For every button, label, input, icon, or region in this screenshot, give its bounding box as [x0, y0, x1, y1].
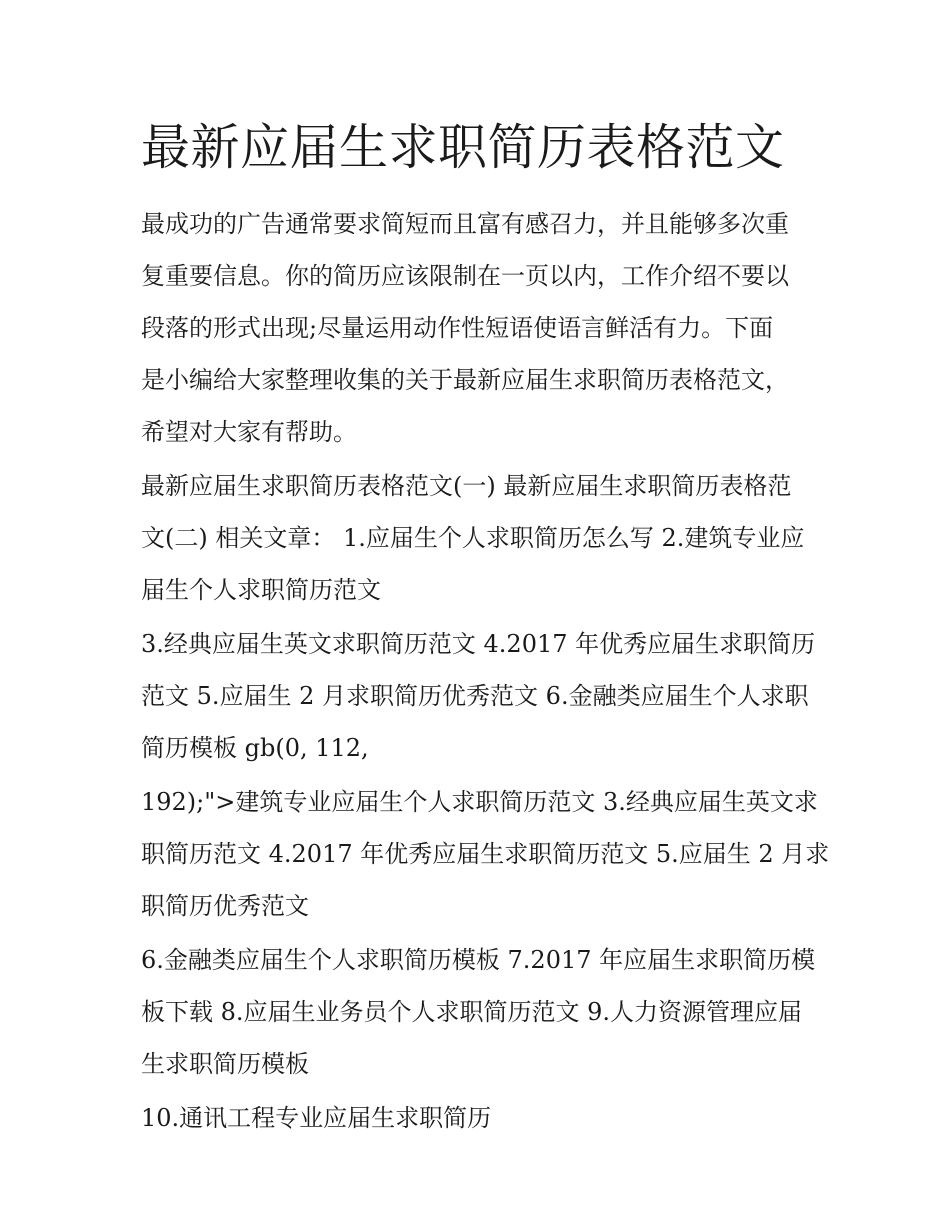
paragraph-line: 希望对大家有帮助。: [141, 418, 357, 446]
document-content: [141, 112, 830, 1146]
document-title: 最新应届生求职简历表格范文: [141, 119, 785, 176]
paragraph-line: 6.金融类应届生个人求职简历模板 7.2017 年应届生求职简历模: [141, 946, 816, 974]
article-list-paragraph: [141, 618, 817, 774]
article-list-paragraph: [141, 776, 830, 932]
paragraph-line: 192);">建筑专业应届生个人求职简历范文 3.经典应届生英文求: [141, 788, 818, 816]
paragraph-line: 是小编给大家整理收集的关于最新应届生求职简历表格范文，: [141, 366, 789, 394]
related-articles-paragraph: [141, 460, 817, 616]
paragraph-line: 段落的形式出现;尽量运用动作性短语使语言鲜活有力。下面: [141, 314, 774, 342]
article-list-paragraph: [141, 1092, 817, 1144]
paragraph-line: 最新应届生求职简历表格范文(一) 最新应届生求职简历表格范: [141, 472, 792, 500]
paragraph-line: 文(二) 相关文章： 1.应届生个人求职简历怎么写 2.建筑专业应: [141, 524, 805, 552]
article-list-paragraph: [141, 934, 817, 1090]
paragraph-line: 复重要信息。你的简历应该限制在一页以内，工作介绍不要以: [141, 262, 789, 290]
paragraph-line: 生求职简历模板: [141, 1050, 309, 1078]
paragraph-line: 10.通讯工程专业应届生求职简历: [141, 1104, 492, 1132]
paragraph-line: 届生个人求职简历范文: [141, 576, 381, 604]
intro-paragraph: [141, 198, 817, 458]
paragraph-line: 范文 5.应届生 2 月求职简历优秀范文 6.金融类应届生个人求职: [141, 682, 809, 710]
paragraph-line: 简历模板 gb(0, 112,: [141, 734, 369, 762]
paragraph-line: 职简历范文 4.2017 年优秀应届生求职简历范文 5.应届生 2 月求: [141, 840, 830, 868]
paragraph-line: 职简历优秀范文: [141, 892, 309, 920]
paragraph-line: 最成功的广告通常要求简短而且富有感召力，并且能够多次重: [141, 210, 789, 238]
paragraph-line: 板下载 8.应届生业务员个人求职简历范文 9.人力资源管理应届: [141, 998, 803, 1026]
paragraph-line: 3.经典应届生英文求职简历范文 4.2017 年优秀应届生求职简历: [141, 630, 816, 658]
